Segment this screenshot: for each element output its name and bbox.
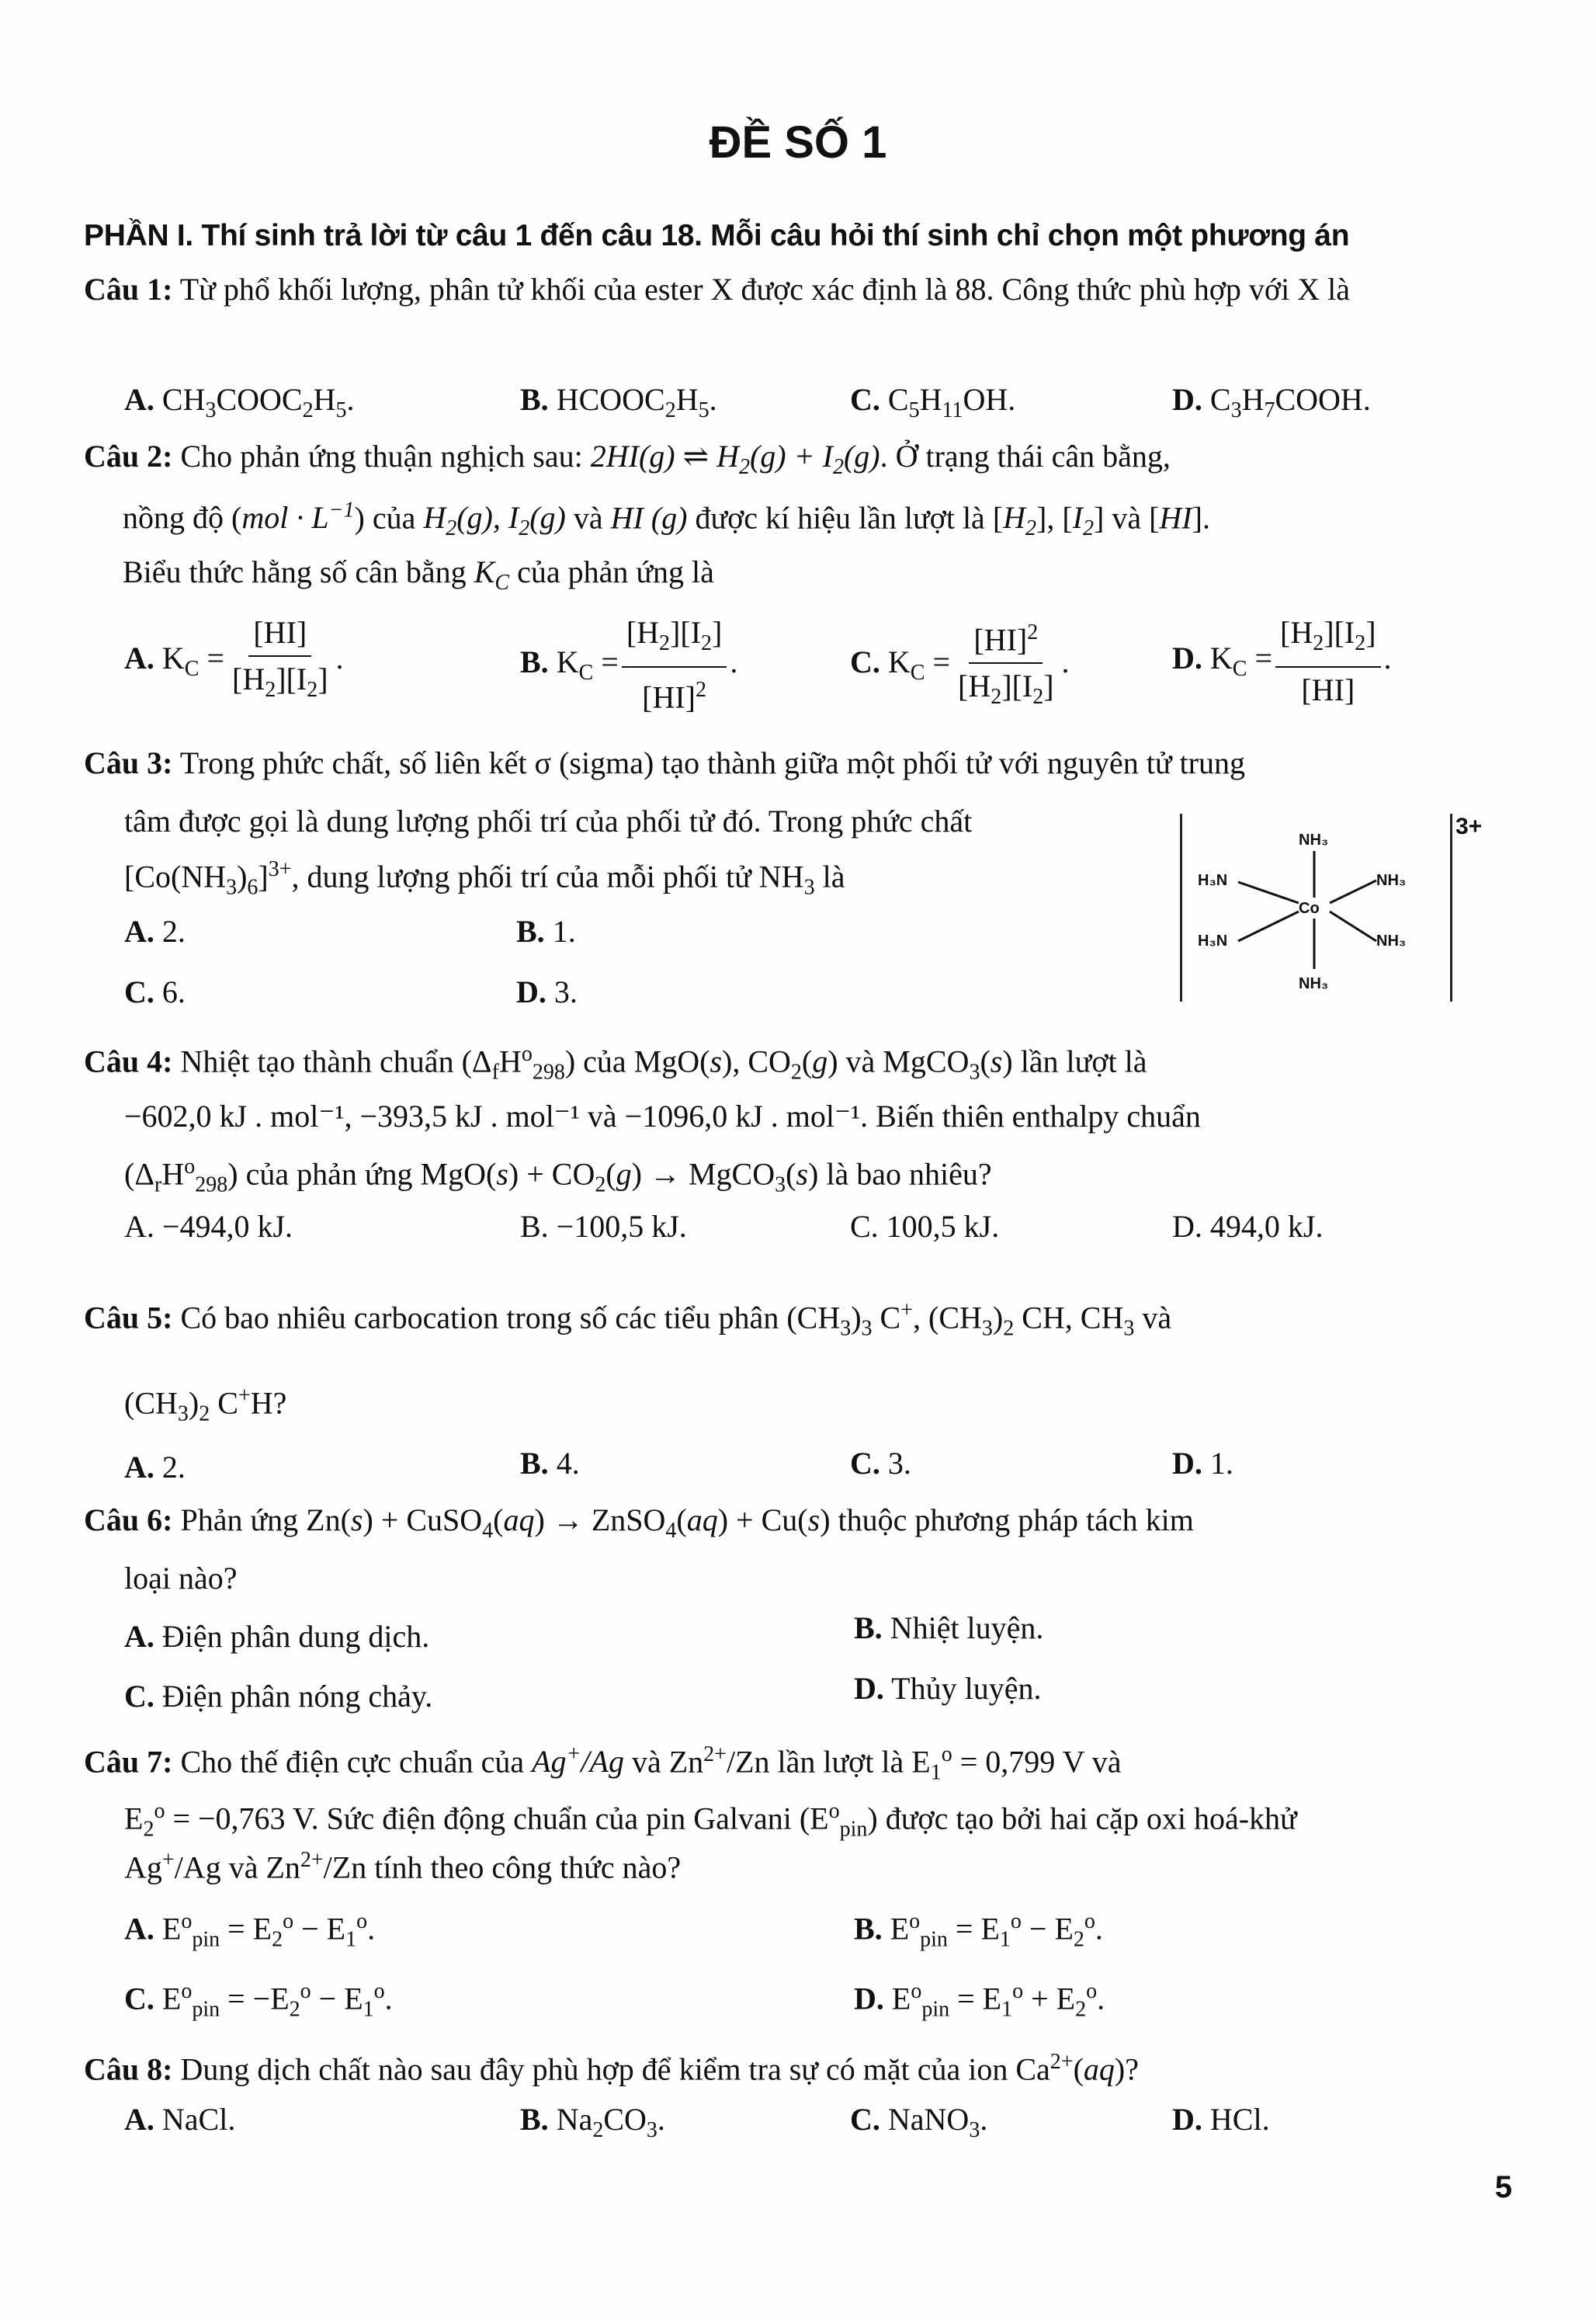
q4-text-5: là bao nhiêu? [826,1156,992,1192]
q2-text-2: Ở trạng thái cân bằng, [895,439,1171,474]
q3-option-d: D. 3. [516,974,578,1009]
q1-option-b: B. $HCOOC_2H_5$. [520,382,717,422]
q5-option-b: B. 4. [520,1446,580,1481]
q5-text-2: $(CH_3)_2$ C+H? [124,1384,287,1426]
q3-option-c: C. 6. [124,974,186,1009]
q7-text-1: Cho thế điện cực chuẩn của [180,1744,525,1780]
q1-option-a: A. $CH_3COOC_2H_5$. [124,382,355,422]
q6-option-b: B. Nhiệt luyện. [854,1610,1044,1645]
complex-charge: 3+ [1455,814,1483,839]
q2-text-3: nồng độ [123,500,224,536]
svg-text:NH₃: NH₃ [1299,832,1329,849]
q4-option-d: D. 494,0 kJ. [1172,1209,1324,1244]
q2-option-c: C. $K_C$ = $\frac{[HI]^2}{[H_2][I_2]}$ . [850,613,1070,717]
page-number: 5 [1494,2170,1512,2204]
q6-text-1: thuộc phương pháp tách kim [838,1502,1194,1537]
q1-option-d: D. $C_3H_7COOH$. [1172,382,1371,422]
q4-option-b: B. −100,5 kJ. [520,1209,687,1244]
svg-text:H₃N: H₃N [1198,872,1228,889]
q8-option-c: C. NaNO$_3$. [850,2102,988,2142]
q4-text-2: lần lượt là [1020,1044,1147,1079]
question-5-label: Câu 5: [84,1300,173,1335]
svg-text:NH₃: NH₃ [1376,872,1407,889]
q6-option-a: A. Điện phân dung dịch. [124,1619,430,1654]
q4-text-3: −602,0 kJ . mol⁻¹, −393,5 kJ . mol⁻¹ và −1096,0 kJ . mol⁻¹. Biến thiên enthalpy chuẩn [124,1099,1201,1134]
q5-text-1: Có bao nhiêu carbocation trong số các tiểu phân [180,1300,779,1335]
question-1-label: Câu 1: [84,272,173,307]
q2-option-b: B. $K_C$ = $\frac{[H_2][I_2]}{[HI]^2}$ . [520,615,738,715]
question-3-label: Câu 3: [84,745,173,780]
q7-option-c: C. $E^o_{pin} = -E_2^o - E_1^o$. [124,1979,393,2022]
q8-text-1: Dung dịch chất nào sau đây phù hợp để kiểm tra sự có mặt của ion [180,2051,1008,2087]
q2-text-1: Cho phản ứng thuận nghịch sau: [180,439,583,474]
q4-text-1: Nhiệt tạo thành chuẩn [180,1044,454,1079]
svg-text:H₃N: H₃N [1198,933,1228,950]
q3-option-a: A. 2. [124,914,186,949]
question-6: Câu 6: Phản ứng Zn(s) + CuSO$_4$(aq) → ZnSO$_4$(aq) + Cu(s) thuộc phương pháp tách kim [84,1502,1194,1543]
q7-text-3a: tính theo công thức nào? [374,1849,682,1885]
svg-text:Co: Co [1299,900,1320,917]
q2-text-7: Biểu thức hằng số cân bằng [123,554,467,590]
q3-text-2: tâm được gọi là dung lượng phối trí của phối tử đó. Trong phức chất [124,804,973,839]
q3-text-3-end: là [822,859,845,894]
svg-text:NH₃: NH₃ [1299,975,1329,992]
q2-text-6: được kí hiệu lần lượt là [695,500,985,536]
q7-text-2a: Sức điện động chuẩn của pin Galvani [326,1801,792,1836]
question-1 [84,268,1458,311]
q7-option-a: A. $E^o_{pin} = E_2^o - E_1^o$. [124,1909,376,1952]
q7-option-b: B. $E^o_{pin} = E_1^o - E_2^o$. [854,1909,1103,1952]
complex-diagram [1182,814,1450,1002]
q5-option-c: C. 3. [850,1446,911,1481]
q7-text-2: $E_2^o = -0,763$ V. Sức điện động chuẩn của pin Galvani $(E^o_{pin})$ được tạo bởi hai cặp oxi hoá-khử [124,1799,1297,1842]
q8-option-d: D. HCl. [1172,2102,1270,2137]
q4-option-a: A. −494,0 kJ. [124,1209,293,1244]
q5-option-a: A. 2. [124,1450,186,1485]
question-2: Câu 2: Cho phản ứng thuận nghịch sau: 2HI(g) ⇌ $H_2(g) + I_2(g)$. Ở trạng thái cân bằng, nồng độ $(mol \cdot L^{-1})$ của $H_2(g)$, $I_2(g)$ và HI (g) được kí hiệu lần lượt là $[H_2]$, $[I_2]$ và [HI]. Biểu thức hằng số cân bằng $K_C$ của phản ứng là [84,439,1210,596]
q3-text-1: Trong phức chất, số liên kết σ (sigma) tạo thành giữa một phối tử với nguyên tử trung [179,745,1245,780]
exam-title: ĐỀ SỐ 1 [709,117,887,168]
part-heading: PHẦN I. Thí sinh trả lời từ câu 1 đến câu 18. Mỗi câu hỏi thí sinh chỉ chọn một phương án [84,219,1350,252]
q6-option-d: D. Thủy luyện. [854,1671,1042,1706]
q2-text-4: của [372,500,416,536]
q4-option-c: C. 100,5 kJ. [850,1209,1000,1244]
svg-text:NH₃: NH₃ [1376,933,1407,950]
question-8: Câu 8: Dung dịch chất nào sau đây phù hợp để kiểm tra sự có mặt của ion $Ca^{2+}(aq)$? [84,2050,1139,2087]
q7-option-d: D. $E^o_{pin} = E_1^o + E_2^o$. [854,1979,1105,2022]
q8-option-b: B. $Na_2CO_3$. [520,2102,665,2142]
question-5: Câu 5: Có bao nhiêu carbocation trong số các tiểu phân $(CH_3)_3$ C+, $(CH_3)_2$ CH, $CH_3$ và [84,1298,1172,1341]
q7-text-3: Ag+/Ag và $Zn^{2+}/Zn$ tính theo công thức nào? [124,1848,682,1885]
question-3 [84,741,1458,785]
question-7: Câu 7: Cho thế điện cực chuẩn của Ag+/Ag và $Zn^{2+}/Zn$ lần lượt là $E_1^o = 0,799$ V và [84,1742,1122,1785]
question-2-label: Câu 2: [84,439,173,474]
q6-option-c: C. Điện phân nóng chảy. [124,1679,433,1714]
q5-option-d: D. 1. [1172,1446,1233,1481]
q7-text-2b: được tạo bởi hai cặp oxi hoá-khử [885,1801,1297,1836]
q3-text-3: $[Co(NH_3)_6]^{3+}$, dung lượng phối trí của mỗi phối tử $NH_3$ là [124,857,845,900]
question-1-text: Từ phổ khối lượng, phân tử khối của ester X được xác định là 88. Công thức phù hợp với X là [179,272,1350,307]
cobalt-complex-structure [1180,814,1452,1002]
q3-text-3-part: , dung lượng phối trí của mỗi phối tử NH [291,859,804,894]
question-4: Câu 4: Nhiệt tạo thành chuẩn $(\Delta_fH^o_{298})$ của MgO(s), $CO_2(g)$ và MgCO$_3$(s) lần lượt là [84,1042,1147,1085]
question-7-label: Câu 7: [84,1744,173,1780]
question-8-label: Câu 8: [84,2051,173,2087]
q2-text-5: và [573,500,603,536]
q8-option-a: A. NaCl. [124,2102,236,2137]
q1-option-c: C. $C_5H_{11}OH$. [850,382,1016,422]
q2-option-d: D. $K_C$ = $\frac{[H_2][I_2]}{[HI]}$ . [1172,615,1392,707]
q4-text-4: $(\Delta_rH^o_{298})$ của phản ứng $MgO(s) + CO_2(g)$ → MgCO$_3$(s) là bao nhiêu? [124,1155,992,1197]
q3-option-b: B. 1. [516,914,576,949]
question-6-label: Câu 6: [84,1502,173,1537]
q6-text-2: loại nào? [124,1561,238,1596]
q2-text-8: của phản ứng là [517,554,714,590]
question-4-label: Câu 4: [84,1044,173,1079]
q2-option-a: A. $K_C$ = $\frac{[HI]}{[H_2][I_2]}$ . [124,615,344,702]
